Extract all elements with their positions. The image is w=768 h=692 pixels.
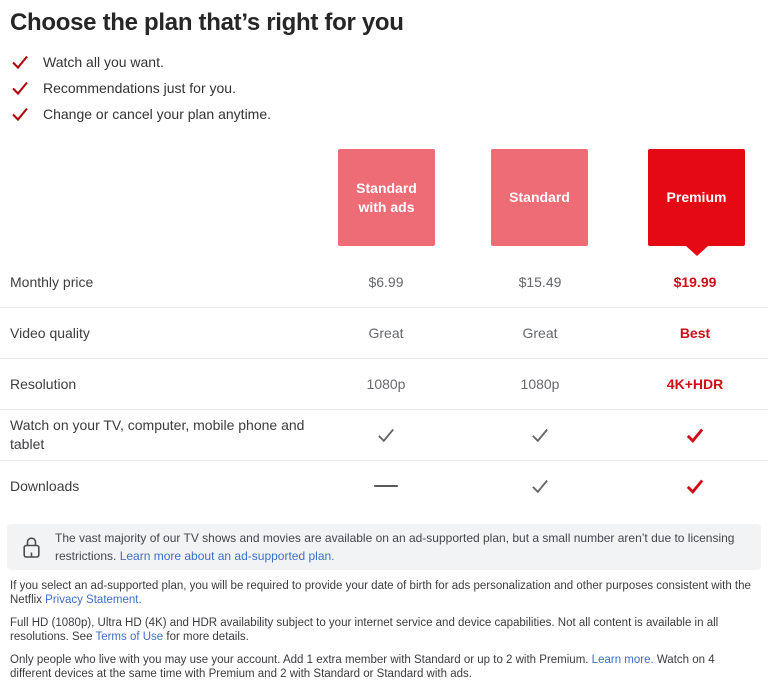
benefit-text: Recommendations just for you. (43, 80, 236, 96)
extra-member-learn-more-link[interactable]: Learn more. (591, 654, 654, 666)
check-icon (647, 475, 743, 497)
benefit-text: Change or cancel your plan anytime. (43, 106, 272, 122)
plan-value: Best (679, 325, 711, 341)
page-title: Choose the plan that’s right for you (10, 9, 404, 36)
check-icon (338, 424, 434, 446)
footnote (10, 653, 758, 681)
row-label: Video quality (10, 324, 90, 341)
benefit-item (10, 49, 758, 75)
benefit-item (10, 75, 758, 101)
benefit-item (10, 101, 758, 127)
footnotes (10, 579, 758, 681)
table-row (0, 307, 768, 358)
privacy-statement-link[interactable]: Privacy Statement. (45, 594, 142, 606)
plan-value: Great (522, 325, 558, 341)
notice-text: The vast majority of our TV shows and movies are available on an ad-supported plan, but a small number aren’t due to licensing restrictions. (55, 531, 735, 563)
dash-icon (338, 485, 434, 488)
plan-card-standard-with-ads[interactable] (338, 149, 435, 246)
check-icon (10, 52, 30, 72)
check-icon (492, 424, 588, 446)
check-icon (492, 475, 588, 497)
row-label: Watch on your TV, computer, mobile phone and tablet (10, 417, 305, 452)
table-row (0, 409, 768, 460)
footnote-text: Watch on 4 different devices at the same time with Premium and 2 with Standard or Standard with ads. (10, 654, 715, 680)
check-icon (647, 424, 743, 446)
plan-selection-page (0, 9, 768, 681)
row-label: Resolution (10, 375, 77, 392)
plan-card-standard[interactable] (491, 149, 588, 246)
plan-card-label: Premium (666, 189, 727, 206)
footnote (10, 616, 758, 644)
plan-cards (0, 149, 768, 257)
footnote-text: Only people who live with you may use your account. Add 1 extra member with Standard or up to 2 with Premium. (10, 654, 592, 666)
table-row (0, 358, 768, 409)
plan-card-label: Standard (509, 189, 570, 206)
plan-card-label: Standard with ads (356, 180, 417, 215)
plan-value: 1080p (520, 376, 560, 392)
footnote (10, 579, 758, 607)
footnote-text: Full HD (1080p), Ultra HD (4K) and HDR availability subject to your internet service and device capabilities. Not all content is available in all resolutions. See (10, 617, 719, 643)
plan-card-premium[interactable] (648, 149, 745, 246)
ads-plan-learn-more-link[interactable]: Learn more about an ad-supported plan. (119, 549, 335, 563)
lock-icon (22, 536, 41, 559)
table-row (0, 257, 768, 307)
check-icon (10, 104, 30, 124)
plan-value: $19.99 (673, 274, 717, 290)
plans-table (0, 257, 768, 511)
plan-value: Great (368, 325, 404, 341)
notice-paragraph (55, 529, 745, 565)
table-row (0, 460, 768, 511)
footnote-text: for more details. (163, 631, 249, 643)
benefits-list (0, 49, 768, 127)
plan-value: 4K+HDR (666, 376, 724, 392)
benefit-text: Watch all you want. (43, 54, 164, 70)
plan-value: 1080p (366, 376, 406, 392)
ads-notice (7, 524, 761, 570)
row-label: Monthly price (10, 273, 94, 290)
plan-value: $15.49 (518, 274, 562, 290)
row-label: Downloads (10, 477, 80, 494)
footnote-text: If you select an ad-supported plan, you will be required to provide your date of birth for ads personalization and other purposes consistent with the Netflix (10, 580, 751, 606)
terms-of-use-link[interactable]: Terms of Use (95, 631, 164, 643)
check-icon (10, 78, 30, 98)
plan-value: $6.99 (368, 274, 404, 290)
